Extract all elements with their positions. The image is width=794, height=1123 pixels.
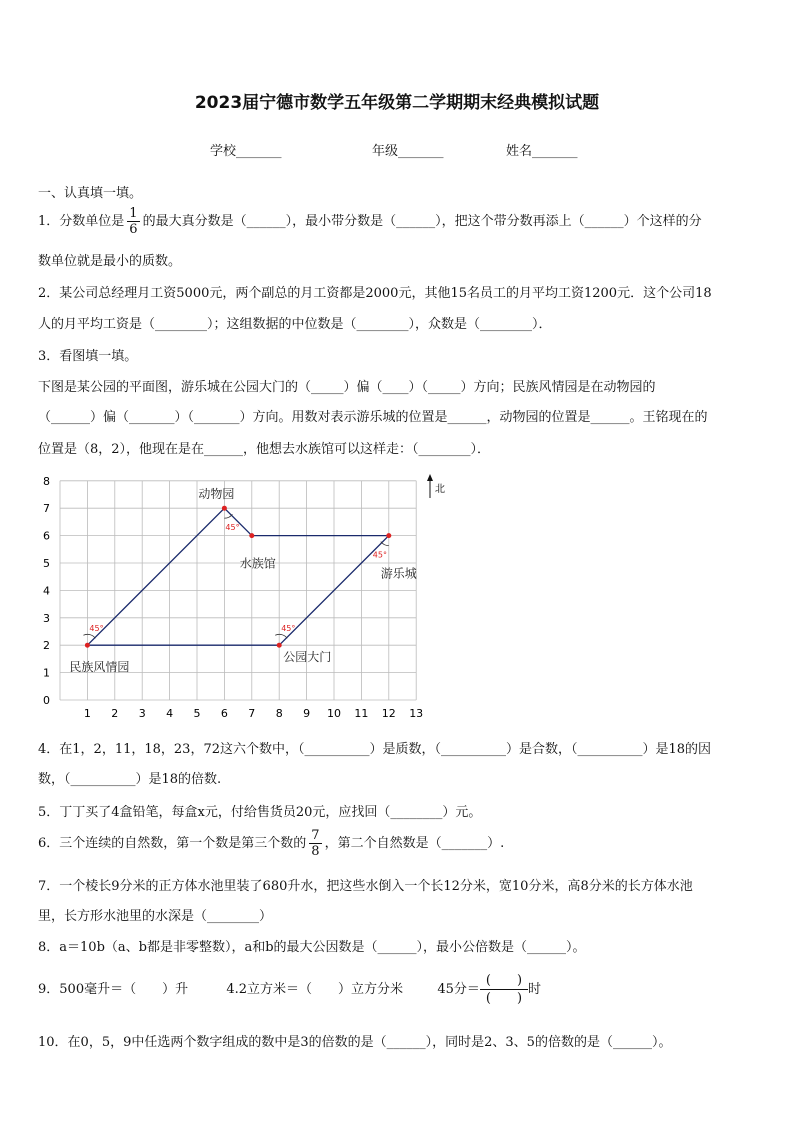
location-point [85, 643, 90, 648]
angle-label: 45° [281, 624, 296, 634]
x-tick-label: 3 [138, 707, 146, 720]
q1-text-pre: 1．分数单位是 [38, 214, 125, 229]
x-tick-label: 10 [327, 707, 341, 720]
location-point [277, 643, 282, 648]
section-heading: 一、认真填一填。 [38, 186, 143, 201]
question-3-line1: 下图是某公园的平面图，游乐城在公园大门的（_____）偏（____）（_____）方向；民族风情园是在动物园的 [38, 380, 656, 395]
angle-label: 45° [225, 523, 240, 533]
angle-arc [275, 634, 287, 638]
x-tick-label: 4 [166, 707, 174, 720]
question-4-line1: 4．在1，2，11，18，23，72这六个数中，（__________）是质数，（__________）是合数，（__________）是18的因 [38, 742, 712, 757]
location-point [222, 506, 227, 511]
y-tick-label: 6 [43, 529, 50, 543]
q9-part1: 9．500毫升＝（ ）升 [38, 982, 189, 997]
angle-label: 45° [372, 550, 387, 560]
angle-label: 45° [89, 624, 104, 634]
question-8: 8．a＝10b（a、b都是非零整数），a和b的最大公因数是（______），最小公倍数是（______）。 [38, 940, 586, 955]
location-label: 动物园 [198, 487, 235, 502]
question-1-line2: 数单位就是最小的质数。 [38, 254, 182, 269]
q9-part3-post: 时 [528, 982, 542, 997]
question-2-line2: 人的月平均工资是（________）；这组数据的中位数是（________），众数是（________）． [38, 317, 552, 332]
q9-fraction [480, 972, 528, 1007]
question-9 [38, 972, 758, 1007]
q6-text-pre: 6．三个连续的自然数，第一个数是第三个数的 [38, 836, 307, 851]
y-tick-label: 1 [43, 666, 50, 680]
page-title: 2023届宁德市数学五年级第二学期期末经典模拟试题 [194, 93, 600, 113]
y-tick-label: 7 [43, 502, 50, 516]
x-tick-label: 11 [354, 707, 369, 720]
y-tick-label: 8 [43, 474, 50, 488]
location-point [249, 533, 254, 538]
location-label: 游乐城 [380, 566, 417, 581]
location-label: 民族风情园 [69, 660, 130, 675]
grade-field: 年级_______ [372, 144, 444, 159]
frac-denominator: 6 [129, 222, 138, 237]
q9-part2: 4.2立方米＝（ ）立方分米 [226, 982, 404, 997]
x-tick-label: 6 [220, 707, 228, 720]
q1-text-post: 的最大真分数是（______），最小带分数是（______），把这个带分数再添上（______）个这样的分 [142, 214, 702, 229]
q1-fraction [127, 206, 139, 237]
question-3-line3: 位置是（8，2），他现在是在______，他想去水族馆可以这样走：（________）． [38, 442, 491, 457]
y-tick-label: 2 [43, 639, 50, 653]
y-tick-label: 3 [43, 611, 50, 625]
question-1 [38, 206, 758, 237]
park-map-figure [30, 470, 450, 720]
x-tick-label: 8 [275, 707, 283, 720]
q6-fraction [309, 828, 321, 859]
y-tick-label: 5 [43, 557, 50, 570]
x-tick-label: 2 [111, 707, 119, 720]
question-6 [38, 828, 758, 859]
x-tick-label: 13 [409, 707, 424, 720]
angle-arc [83, 634, 95, 638]
x-tick-label: 12 [381, 707, 396, 720]
frac-denominator: 8 [311, 844, 320, 859]
y-tick-label: 4 [43, 584, 50, 598]
question-2-line1: 2．某公司总经理月工资5000元，两个副总的月工资都是2000元，其他15名员工的月平均工资1200元．这个公司18 [38, 286, 712, 301]
location-points [69, 486, 416, 674]
x-tick-label: 5 [193, 707, 201, 720]
question-7-line1: 7．一个棱长9分米的正方体水池里装了680升水，把这些水倒入一个长12分米，宽10分米，高8分米的长方体水池 [38, 879, 693, 894]
q9-part3-pre: 45分＝ [437, 982, 480, 997]
north-label: 北 [435, 484, 445, 495]
north-arrow [427, 474, 445, 498]
frac-numerator: ( ) [480, 972, 528, 990]
question-3-line2: （______）偏（_______）（_______）方向。用数对表示游乐城的位置是______，动物园的位置是______。王铭现在的 [38, 410, 708, 425]
x-tick-label: 1 [83, 707, 91, 720]
location-label: 水族馆 [239, 556, 276, 571]
name-field: 姓名_______ [506, 144, 578, 159]
question-7-line2: 里，长方形水池里的水深是（________） [38, 909, 273, 924]
location-label: 公园大门 [283, 650, 332, 665]
frac-numerator: 7 [311, 828, 320, 843]
x-tick-label: 7 [248, 707, 256, 720]
question-4-line2: 数，（__________）是18的倍数. [38, 772, 222, 787]
question-5: 5．丁丁买了4盒铅笔，每盒x元，付给售货员20元，应找回（________）元。 [38, 805, 482, 820]
x-tick-label: 9 [303, 707, 311, 720]
frac-denominator: ( ) [485, 991, 523, 1006]
location-point [386, 533, 391, 538]
route-segment [87, 508, 224, 645]
question-3-title: 3．看图填一填。 [38, 349, 138, 364]
question-10: 10．在0，5，9中任选两个数字组成的数中是3的倍数的是（______），同时是2、3、5的倍数的是（______）。 [38, 1035, 672, 1050]
frac-numerator: 1 [129, 206, 138, 221]
school-field: 学校_______ [210, 144, 282, 159]
q6-text-post: ，第二个自然数是（_______）. [324, 836, 505, 851]
axis-ticks [43, 475, 423, 720]
y-tick-label: 0 [43, 694, 50, 707]
